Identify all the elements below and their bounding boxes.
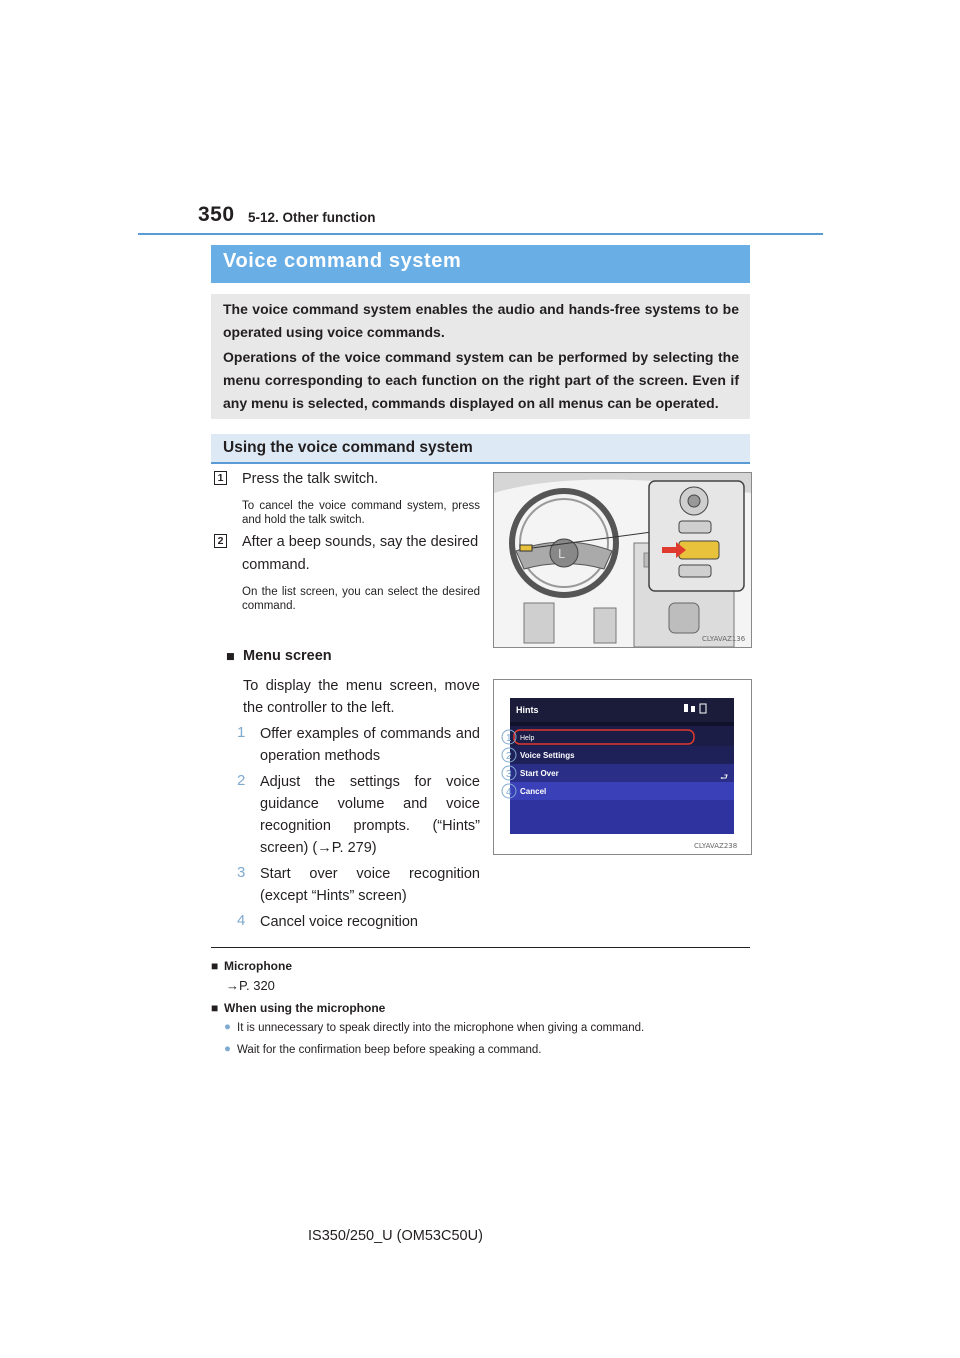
bullet-dot-icon: ● bbox=[224, 1043, 231, 1055]
intro-paragraph-2: Operations of the voice command system can be performed by selecting the menu corresponding to each function on the right part of the screen. Even if any menu is selected, commands displayed on all menus can be operated. bbox=[223, 349, 739, 411]
step-2-badge: 2 bbox=[214, 534, 227, 548]
header-rule bbox=[138, 233, 823, 235]
dash-image-code: CLYAVAZ136 bbox=[702, 635, 746, 643]
svg-text:L: L bbox=[558, 547, 565, 561]
item-3-number: 3 bbox=[237, 864, 246, 881]
screen-title: Hints bbox=[516, 705, 539, 715]
step-1-badge: 1 bbox=[214, 471, 227, 485]
step-1-note: To cancel the voice command system, press and hold the talk switch. bbox=[242, 500, 480, 526]
square-bullet-icon: ■ bbox=[211, 959, 219, 973]
item-4-text: Cancel voice recognition bbox=[260, 914, 418, 930]
menu-screen-heading: Menu screen bbox=[243, 648, 332, 664]
step-1-text: Press the talk switch. bbox=[242, 471, 379, 487]
screen-item-cancel: Cancel bbox=[520, 787, 547, 796]
bullet-dot-icon: ● bbox=[224, 1021, 231, 1033]
callout-4: 4 bbox=[506, 787, 512, 798]
hints-screen-illustration bbox=[493, 679, 752, 855]
intro-paragraph-1: The voice command system enables the audio and hands-free systems to be operated using voice commands. bbox=[223, 301, 739, 340]
screen-item-help: Help bbox=[520, 735, 535, 742]
page-number: 350 bbox=[198, 203, 235, 226]
page-title: Voice command system bbox=[223, 250, 462, 272]
callout-1: 1 bbox=[506, 733, 512, 744]
item-2-text: Adjust the settings for voice guidance volume and voice recognition prompts. (“Hints” screen) (→P. 279) bbox=[260, 774, 480, 856]
step-2-note: On the list screen, you can select the desired command. bbox=[242, 586, 480, 612]
item-1-number: 1 bbox=[237, 724, 246, 741]
callout-2: 2 bbox=[506, 751, 512, 762]
note-bullet-1: It is unnecessary to speak directly into the microphone when giving a command. bbox=[237, 1022, 645, 1034]
item-2-number: 2 bbox=[237, 772, 246, 789]
square-bullet-icon: ■ bbox=[226, 649, 235, 665]
title-bar bbox=[211, 245, 750, 283]
item-4-number: 4 bbox=[237, 912, 246, 929]
callout-3: 3 bbox=[506, 769, 512, 780]
notes-divider bbox=[211, 947, 750, 948]
screen-image-code: CLYAVAZ238 bbox=[694, 842, 738, 850]
step-2-text: After a beep sounds, say the desired command. bbox=[242, 534, 479, 573]
menu-screen-intro: To display the menu screen, move the controller to the left. bbox=[243, 678, 480, 716]
intro-box bbox=[211, 294, 750, 419]
using-microphone-heading: When using the microphone bbox=[224, 1001, 386, 1015]
microphone-ref: →P. 320 bbox=[226, 978, 275, 993]
screen-item-voice-settings: Voice Settings bbox=[520, 751, 575, 760]
item-1-text: Offer examples of commands and operation methods bbox=[260, 726, 480, 764]
note-bullet-2: Wait for the confirmation beep before speaking a command. bbox=[237, 1044, 542, 1056]
screen-arrow-icon: ⮐ bbox=[720, 773, 729, 783]
subheading-bar bbox=[211, 434, 750, 464]
item-3-text: Start over voice recognition (except “Hints” screen) bbox=[260, 866, 480, 904]
subheading: Using the voice command system bbox=[223, 439, 473, 456]
screen-item-start-over: Start Over bbox=[520, 769, 559, 778]
section-title: 5-12. Other function bbox=[248, 210, 376, 225]
microphone-heading: Microphone bbox=[224, 959, 292, 973]
dashboard-illustration bbox=[493, 472, 752, 648]
square-bullet-icon: ■ bbox=[211, 1001, 219, 1015]
footer-model-code: IS350/250_U (OM53C50U) bbox=[308, 1228, 483, 1244]
